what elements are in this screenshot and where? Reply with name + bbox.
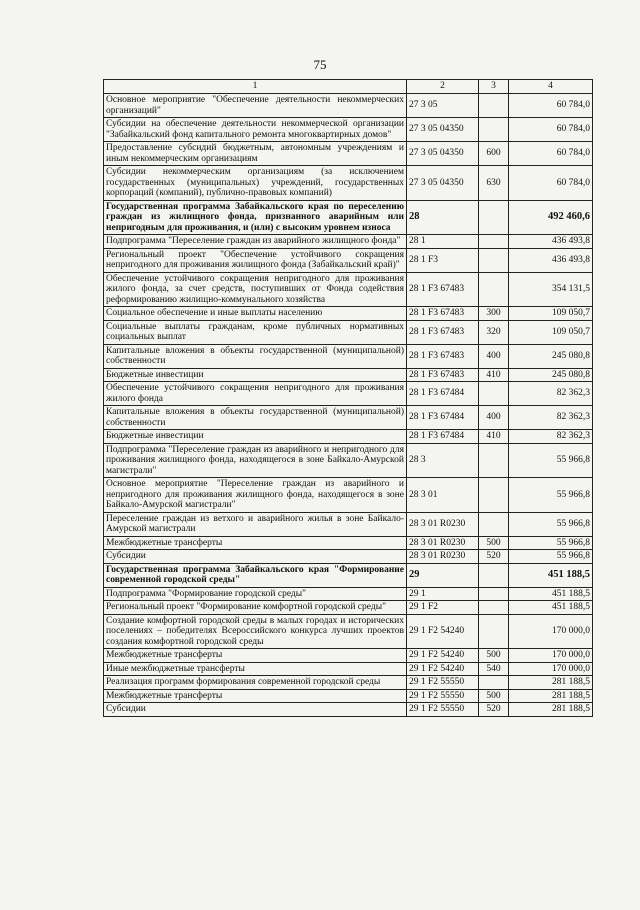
table-row <box>104 430 593 444</box>
row-amount-cell: 281 188,5 <box>509 703 593 717</box>
row-code-cell: 28 1 F3 67484 <box>407 406 479 430</box>
row-amount-cell: 55 966,8 <box>509 443 593 478</box>
row-code-cell: 29 1 <box>407 587 479 601</box>
row-type-cell: 500 <box>479 649 509 663</box>
table-row <box>104 614 593 649</box>
row-name-cell: Бюджетные инвестиции <box>104 368 407 382</box>
row-code-cell: 28 1 F3 <box>407 248 479 272</box>
row-name-cell: Субсидии на обеспечение деятельности некоммерческой организации "Забайкальский фонд капитального ремонта многоквартирных домов" <box>104 118 407 142</box>
row-code-cell: 28 1 F3 67483 <box>407 368 479 382</box>
row-type-cell: 630 <box>479 166 509 201</box>
table-row <box>104 307 593 321</box>
table-row <box>104 563 593 587</box>
row-amount-cell: 82 362,3 <box>509 382 593 406</box>
table-row <box>104 320 593 344</box>
row-amount-cell: 245 080,8 <box>509 368 593 382</box>
row-type-cell <box>479 200 509 235</box>
table-row <box>104 587 593 601</box>
table-row <box>104 703 593 717</box>
row-name-cell: Капитальные вложения в объекты государственной (муниципальной) собственности <box>104 406 407 430</box>
row-code-cell: 28 1 F3 67483 <box>407 320 479 344</box>
row-code-cell: 27 3 05 04350 <box>407 166 479 201</box>
row-type-cell: 500 <box>479 536 509 550</box>
row-name-cell: Иные межбюджетные трансферты <box>104 662 407 676</box>
row-amount-cell: 170 000,0 <box>509 649 593 663</box>
table-row <box>104 478 593 513</box>
table-row <box>104 550 593 564</box>
row-name-cell: Бюджетные инвестиции <box>104 430 407 444</box>
table-row <box>104 406 593 430</box>
row-type-cell <box>479 235 509 249</box>
row-amount-cell: 451 188,5 <box>509 587 593 601</box>
row-code-cell: 29 1 F2 55550 <box>407 676 479 690</box>
budget-table-body <box>104 80 593 717</box>
row-type-cell: 400 <box>479 344 509 368</box>
row-amount-cell: 109 050,7 <box>509 307 593 321</box>
row-code-cell: 28 3 01 R0230 <box>407 536 479 550</box>
row-amount-cell: 60 784,0 <box>509 166 593 201</box>
row-code-cell: 29 1 F2 55550 <box>407 689 479 703</box>
row-name-cell: Межбюджетные трансферты <box>104 689 407 703</box>
table-row <box>104 512 593 536</box>
row-code-cell: 28 1 F3 67483 <box>407 307 479 321</box>
table-row <box>104 536 593 550</box>
row-name-cell: Субсидии некоммерческим организациям (за исключением государственных (муниципальных) учреждений, государственных корпораций (компаний), публично-правовых компаний) <box>104 166 407 201</box>
row-type-cell: 300 <box>479 307 509 321</box>
row-code-cell: 27 3 05 04350 <box>407 118 479 142</box>
row-type-cell: 500 <box>479 689 509 703</box>
row-type-cell <box>479 118 509 142</box>
row-amount-cell: 354 131,5 <box>509 272 593 307</box>
row-amount-cell: 55 966,8 <box>509 478 593 513</box>
budget-table <box>103 79 593 717</box>
row-type-cell <box>479 382 509 406</box>
row-name-cell: Подпрограмма "Переселение граждан из аварийного жилищного фонда" <box>104 235 407 249</box>
column-number-header <box>104 80 593 94</box>
header-col-1: 1 <box>104 80 407 94</box>
row-name-cell: Реализация программ формирования современной городской среды <box>104 676 407 690</box>
row-code-cell: 29 1 F2 54240 <box>407 614 479 649</box>
row-amount-cell: 492 460,6 <box>509 200 593 235</box>
row-name-cell: Обеспечение устойчивого сокращения непригодного для проживания жилого фонда <box>104 382 407 406</box>
row-type-cell <box>479 443 509 478</box>
row-amount-cell: 245 080,8 <box>509 344 593 368</box>
row-code-cell: 27 3 05 04350 <box>407 142 479 166</box>
row-code-cell: 28 3 01 <box>407 478 479 513</box>
row-name-cell: Региональный проект "Обеспечение устойчивого сокращения непригодного для проживания жилищного фонда (Забайкальский край)" <box>104 248 407 272</box>
row-type-cell: 520 <box>479 703 509 717</box>
row-name-cell: Региональный проект "Формирование комфортной городской среды" <box>104 601 407 615</box>
row-amount-cell: 60 784,0 <box>509 142 593 166</box>
row-type-cell <box>479 94 509 118</box>
row-type-cell: 320 <box>479 320 509 344</box>
row-type-cell <box>479 478 509 513</box>
row-type-cell <box>479 248 509 272</box>
row-amount-cell: 436 493,8 <box>509 248 593 272</box>
row-name-cell: Основное мероприятие "Обеспечение деятельности некоммерческих организаций" <box>104 94 407 118</box>
header-col-4: 4 <box>509 80 593 94</box>
table-row <box>104 344 593 368</box>
table-row <box>104 676 593 690</box>
row-name-cell: Переселение граждан из ветхого и аварийного жилья в зоне Байкало-Амурской магистрали <box>104 512 407 536</box>
row-amount-cell: 82 362,3 <box>509 406 593 430</box>
row-type-cell: 410 <box>479 368 509 382</box>
row-code-cell: 27 3 05 <box>407 94 479 118</box>
row-amount-cell: 82 362,3 <box>509 430 593 444</box>
row-type-cell <box>479 272 509 307</box>
table-row <box>104 200 593 235</box>
row-name-cell: Межбюджетные трансферты <box>104 649 407 663</box>
table-row <box>104 118 593 142</box>
row-type-cell <box>479 563 509 587</box>
row-name-cell: Обеспечение устойчивого сокращения непригодного для проживания жилого фонда, за счет средств, поступивших от Фонда содействия реформированию жилищно-коммунального хозяйства <box>104 272 407 307</box>
row-code-cell: 28 3 <box>407 443 479 478</box>
table-row <box>104 662 593 676</box>
row-type-cell: 410 <box>479 430 509 444</box>
table-row <box>104 649 593 663</box>
header-col-3: 3 <box>479 80 509 94</box>
table-row <box>104 689 593 703</box>
row-name-cell: Подпрограмма "Переселение граждан из аварийного и непригодного для проживания жилищного фонда, находящегося в зоне Байкало-Амурской магистрали" <box>104 443 407 478</box>
row-code-cell: 28 1 F3 67483 <box>407 344 479 368</box>
table-row <box>104 382 593 406</box>
row-code-cell: 29 1 F2 54240 <box>407 662 479 676</box>
table-row <box>104 94 593 118</box>
row-name-cell: Социальные выплаты гражданам, кроме публичных нормативных социальных выплат <box>104 320 407 344</box>
row-code-cell: 28 3 01 R0230 <box>407 550 479 564</box>
table-row <box>104 166 593 201</box>
row-code-cell: 28 1 <box>407 235 479 249</box>
row-name-cell: Субсидии <box>104 703 407 717</box>
row-name-cell: Межбюджетные трансферты <box>104 536 407 550</box>
row-code-cell: 28 1 F3 67483 <box>407 272 479 307</box>
table-row <box>104 272 593 307</box>
table-row <box>104 235 593 249</box>
row-type-cell <box>479 587 509 601</box>
row-type-cell: 600 <box>479 142 509 166</box>
table-row <box>104 248 593 272</box>
table-row <box>104 601 593 615</box>
row-type-cell: 520 <box>479 550 509 564</box>
row-name-cell: Государственная программа Забайкальского края "Формирование современной городской среды" <box>104 563 407 587</box>
row-amount-cell: 170 000,0 <box>509 614 593 649</box>
row-amount-cell: 281 188,5 <box>509 689 593 703</box>
row-amount-cell: 60 784,0 <box>509 94 593 118</box>
page-number: 75 <box>313 57 327 72</box>
row-name-cell: Капитальные вложения в объекты государственной (муниципальной) собственности <box>104 344 407 368</box>
table-row <box>104 443 593 478</box>
row-amount-cell: 436 493,8 <box>509 235 593 249</box>
row-type-cell <box>479 601 509 615</box>
row-name-cell: Социальное обеспечение и иные выплаты населению <box>104 307 407 321</box>
row-type-cell: 400 <box>479 406 509 430</box>
header-col-2: 2 <box>407 80 479 94</box>
row-amount-cell: 451 188,5 <box>509 601 593 615</box>
row-name-cell: Субсидии <box>104 550 407 564</box>
table-row <box>104 142 593 166</box>
row-type-cell <box>479 512 509 536</box>
row-code-cell: 28 <box>407 200 479 235</box>
row-amount-cell: 451 188,5 <box>509 563 593 587</box>
row-amount-cell: 55 966,8 <box>509 512 593 536</box>
table-row <box>104 368 593 382</box>
row-code-cell: 29 1 F2 <box>407 601 479 615</box>
row-type-cell <box>479 676 509 690</box>
row-amount-cell: 60 784,0 <box>509 118 593 142</box>
row-name-cell: Предоставление субсидий бюджетным, автономным учреждениям и иным некоммерческим организациям <box>104 142 407 166</box>
row-code-cell: 29 1 F2 55550 <box>407 703 479 717</box>
row-code-cell: 29 1 F2 54240 <box>407 649 479 663</box>
row-code-cell: 28 1 F3 67484 <box>407 430 479 444</box>
row-name-cell: Государственная программа Забайкальского края по переселению граждан из жилищного фонда, признанного аварийным или непригодным для проживания, и (или) с высоким уровнем износа <box>104 200 407 235</box>
row-name-cell: Подпрограмма "Формирование городской среды" <box>104 587 407 601</box>
row-code-cell: 28 1 F3 67484 <box>407 382 479 406</box>
row-amount-cell: 170 000,0 <box>509 662 593 676</box>
row-type-cell <box>479 614 509 649</box>
row-amount-cell: 55 966,8 <box>509 536 593 550</box>
row-amount-cell: 55 966,8 <box>509 550 593 564</box>
row-name-cell: Создание комфортной городской среды в малых городах и исторических поселениях – победителях Всероссийского конкурса лучших проектов создания комфортной городской среды <box>104 614 407 649</box>
row-amount-cell: 281 188,5 <box>509 676 593 690</box>
row-amount-cell: 109 050,7 <box>509 320 593 344</box>
row-code-cell: 29 <box>407 563 479 587</box>
row-name-cell: Основное мероприятие "Переселение граждан из аварийного и непригодного для проживания жилищного фонда, находящегося в зоне Байкало-Амурской магистрали" <box>104 478 407 513</box>
row-type-cell: 540 <box>479 662 509 676</box>
row-code-cell: 28 3 01 R0230 <box>407 512 479 536</box>
